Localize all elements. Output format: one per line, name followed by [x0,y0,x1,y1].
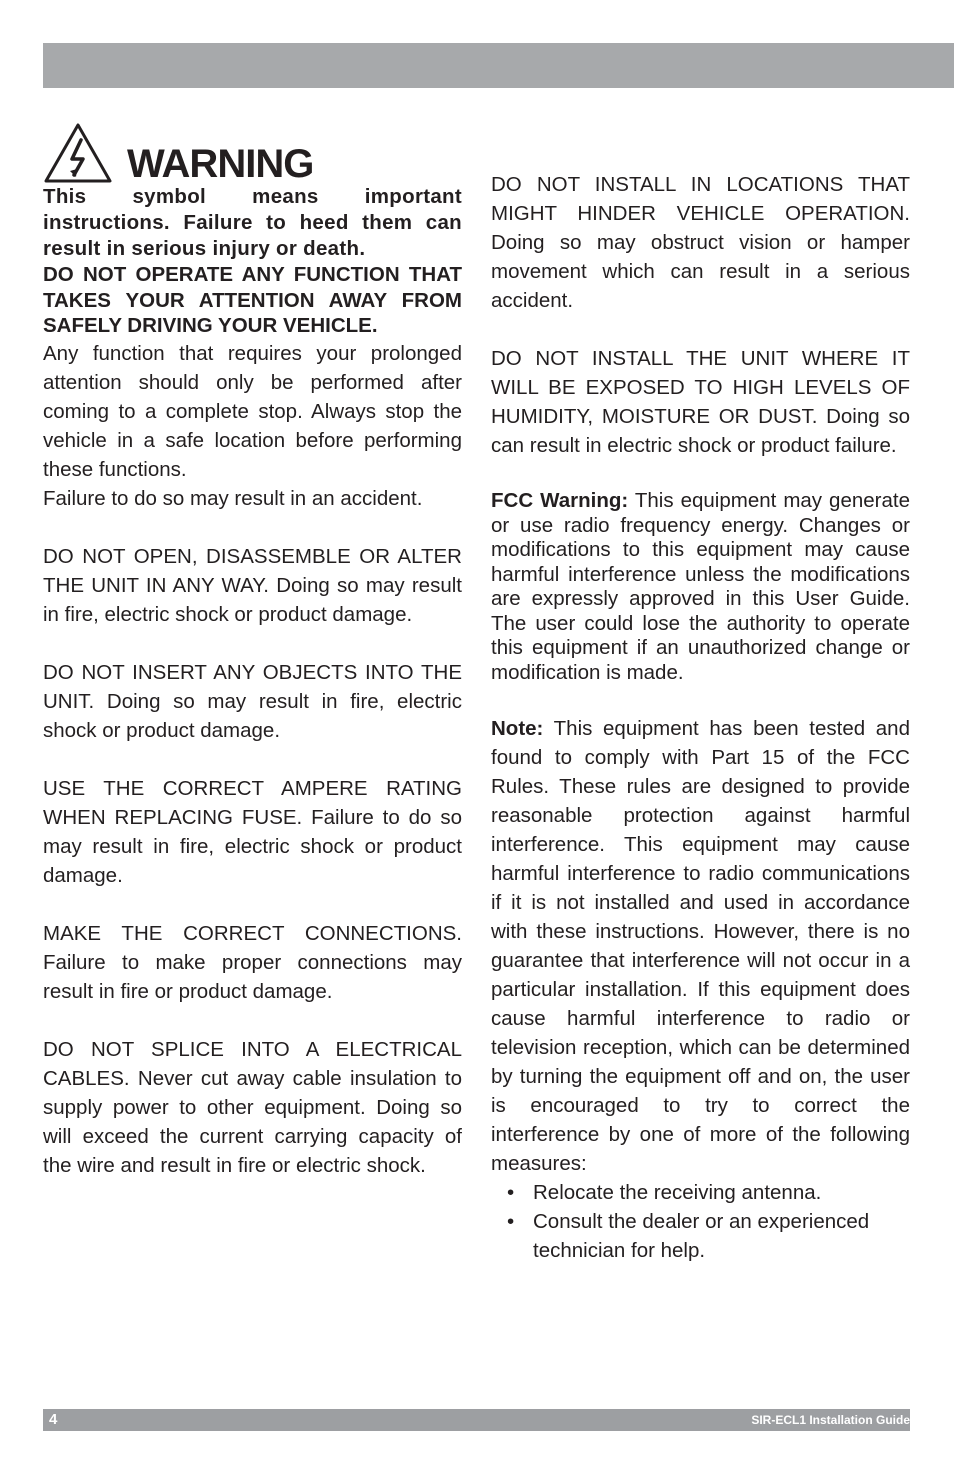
fcc-warning-label: FCC Warning: [491,489,629,512]
splice-text: DO NOT SPLICE INTO A ELECTRICAL CABLES. Never cut away cable insulation to supply power to other equipment. Doing so will exceed the current carrying capacity of the wire and result in fire or electric shock. [43,1037,462,1177]
locations-text: DO NOT INSTALL IN LOCATIONS THAT MIGHT HINDER VEHICLE OPERATION. Doing so may obstruct vision or hamper movement which can result in a serious accident. [491,173,910,312]
note-paragraph [491,714,910,1178]
note-label: Note: [491,717,544,740]
list-item: • Relocate the receiving antenna. [507,1178,910,1207]
attention-text: Any function that requires your prolonged attention should only be performed after coming to a complete stop. Always stop the vehicle in a safe location before performing these functions. [43,341,462,481]
humidity-text: DO NOT INSTALL THE UNIT WHERE IT WILL BE EXPOSED TO HIGH LEVELS OF HUMIDITY, MOISTURE OR DUST. Doing so can result in electric shock or product failure. [491,347,910,457]
insert-text: DO NOT INSERT ANY OBJECTS INTO THE UNIT. Doing so may result in fire, electric shock or product damage. [43,660,462,742]
fuse-text: USE THE CORRECT AMPERE RATING WHEN REPLACING FUSE. Failure to do so may result in fire, electric shock or product damage. [43,776,462,887]
fcc-warning-paragraph [491,489,910,685]
measures-list [491,1178,910,1265]
guide-title: SIR-ECL1 Installation Guide [751,1413,910,1427]
note-text: This equipment has been tested and found to comply with Part 15 of the FCC Rules. These rules are designed to provide reasonable protection against harmful interference. This equipment may cause harmful interference to radio communications if it is not installed and used in accordance with these instructions. However, there is no guarantee that interference will not occur in a particular installation. If this equipment does cause harmful interference to radio or television reception, which can be determined by turning the equipment off and on, the user is encouraged to try to correct the interference by one of more of the following measures: [491,717,910,1175]
footer-bar [43,1409,910,1431]
warning-title: WARNING [127,142,314,186]
connections-text: MAKE THE CORRECT CONNECTIONS. Failure to make proper connections may result in fire or product damage. [43,921,462,1003]
list-item: • Consult the dealer or an experienced technician for help. [507,1207,910,1265]
disassemble-text: DO NOT OPEN, DISASSEMBLE OR ALTER THE UNIT IN ANY WAY. Doing so may result in fire, electric shock or product damage. [43,544,462,626]
failure-text: Failure to do so may result in an accident. [43,486,423,510]
warning-heading [43,116,462,184]
caps-warning-text: DO NOT OPERATE ANY FUNCTION THAT TAKES YOUR ATTENTION AWAY FROM SAFELY DRIVING YOUR VEHICLE. [43,263,462,337]
intro-text: This symbol means important instructions. Failure to heed them can result in serious injury or death. [43,185,462,260]
warning-triangle-icon [43,122,113,184]
right-column [491,170,910,1265]
left-column [43,116,462,1209]
header-bar [43,43,954,88]
fcc-warning-text: This equipment may generate or use radio frequency energy. Changes or modifications to this equipment may cause harmful interference unless the modifications are expressly approved in this User Guide. The user could lose the authority to operate this equipment if an unauthorized change or modification is made. [491,489,910,684]
page-number: 4 [49,1411,58,1428]
